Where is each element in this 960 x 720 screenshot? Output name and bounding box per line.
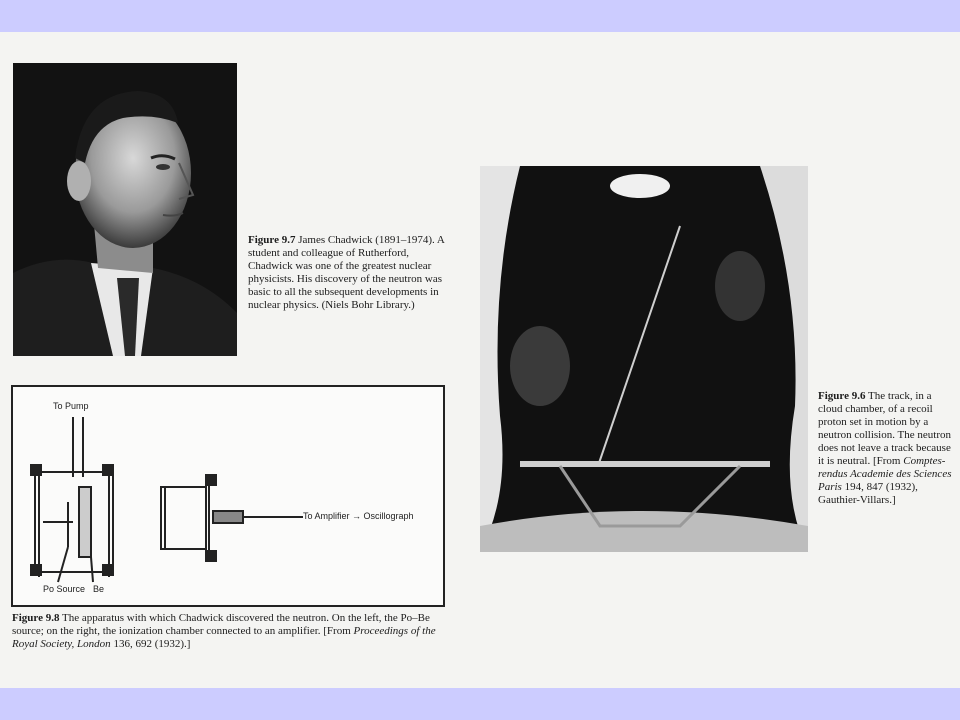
figure-9-6-text-a: The track, in a cloud chamber, of a recoil proton set in motion by a neutron collision. The neutron does not leave a track because it is neutral. [From (818, 390, 951, 467)
figure-9-7-label: Figure 9.7 (248, 234, 296, 246)
figure-9-7-text: James Chadwick (1891–1974). A student and colleague of Rutherford, Chadwick was one of the greatest nuclear physicists. His discovery of the neutron was basic to all the subsequent developments in nuclear physics. (Niels Bohr Library.) (248, 234, 445, 311)
figure-9-6-text-b: 194, 847 (1932), Gauthier-Villars.] (818, 481, 918, 506)
figure-9-8-text-a: The apparatus with which Chadwick discovered the neutron. On the left, the Po–Be source; on the right, the ionization chamber connected to an amplifier. [From (12, 612, 430, 637)
po-source-label: Po Source (43, 584, 86, 594)
to-pump-label: To Pump (53, 401, 89, 411)
figure-9-8-source: Proceedings of the Royal Society, London (12, 625, 436, 650)
caption-figure-9-6 (818, 390, 956, 507)
apparatus-diagram (11, 385, 445, 607)
cloud-chamber-photo (480, 166, 808, 552)
scanned-page (0, 32, 960, 688)
be-label: Be (93, 584, 105, 594)
figure-9-8-label: Figure 9.8 (12, 612, 60, 624)
figure-9-6-source: Comptes-rendus Academie des Sciences Paris (818, 455, 952, 493)
caption-figure-9-7 (248, 234, 448, 312)
figure-9-8-text-b: 136, 692 (1932).] (110, 638, 191, 650)
figure-9-6-label: Figure 9.6 (818, 390, 866, 402)
caption-figure-9-8 (12, 612, 452, 651)
to-amplifier-label: To Amplifier → Oscillograph (303, 511, 414, 521)
chadwick-photo (13, 63, 237, 356)
